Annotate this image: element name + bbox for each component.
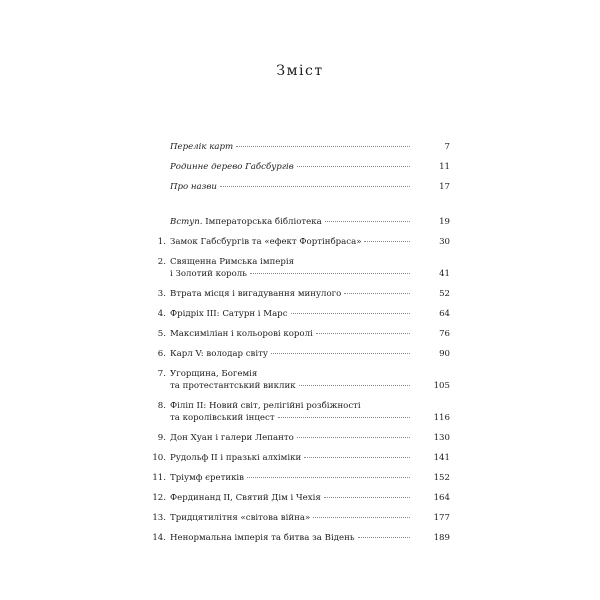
toc-entry-title: Фрідріх ІІІ: Сатурн і Марс: [170, 309, 288, 320]
toc-entry-title: Священна Римська імперія: [170, 257, 295, 268]
toc-entry-title: Тріумф єретиків: [170, 472, 245, 483]
chapter-number: 13.: [152, 513, 166, 523]
toc-entry-title: Філіп ІІ: Новий світ, релігійні розбіжності: [170, 401, 361, 412]
dot-leader: [364, 241, 410, 242]
chapter-list: [150, 237, 450, 544]
toc-entry-chapter[interactable]: [150, 533, 450, 545]
dot-leader: [291, 313, 410, 314]
toc-page-number: 130: [433, 432, 450, 443]
table-of-contents: [150, 142, 450, 553]
toc-entry-title: Тридцятилітня «світова війна»: [170, 513, 311, 523]
toc-page-number: 164: [433, 492, 450, 503]
chapter-number: 11.: [152, 472, 166, 483]
intro-label: Вступ.: [170, 217, 203, 228]
toc-entry-title: Карл V: володар світу: [170, 349, 268, 360]
chapter-number: 14.: [152, 533, 166, 544]
toc-page-number: 7: [444, 142, 450, 152]
dot-leader: [316, 333, 410, 334]
toc-page-number: 105: [433, 380, 450, 391]
toc-entry-title: Замок Габсбургів та «ефект Фортінбраса»: [170, 237, 362, 248]
chapter-number: 5.: [157, 329, 166, 340]
dot-leader: [325, 221, 410, 222]
toc-entry-title: Фердинанд ІІ, Святий Дім і Чехія: [170, 492, 321, 503]
toc-page-number: 90: [439, 349, 450, 360]
dot-leader: [297, 437, 410, 438]
toc-page-number: 17: [439, 182, 450, 193]
toc-entry-title: Дон Хуан і галери Лепанто: [170, 432, 294, 443]
toc-entry-title: Родинне дерево Габсбургів: [170, 162, 294, 173]
dot-leader: [299, 385, 410, 386]
toc-entry-chapter[interactable]: [150, 349, 450, 361]
dot-leader: [271, 353, 410, 354]
toc-page-number: 11: [439, 162, 450, 173]
toc-page-number: 52: [439, 289, 450, 300]
toc-entry-family-tree[interactable]: [150, 162, 450, 174]
dot-leader: [250, 273, 410, 274]
dot-leader: [220, 186, 410, 187]
toc-page-number: 76: [439, 329, 450, 340]
toc-entry-chapter[interactable]: [150, 309, 450, 321]
chapter-number: 6.: [157, 349, 166, 360]
dot-leader: [304, 457, 410, 458]
toc-entry-intro[interactable]: [150, 217, 450, 229]
chapter-number: 3.: [157, 289, 166, 300]
chapter-number: 2.: [157, 257, 166, 268]
toc-entry-chapter[interactable]: [150, 289, 450, 301]
toc-page-number: 177: [433, 513, 450, 523]
toc-entry-chapter[interactable]: [150, 473, 450, 485]
toc-entry-title: і Золотий король: [170, 268, 247, 279]
toc-entry-title: Втрата місця і вигадування минулого: [170, 289, 342, 300]
dot-leader: [344, 293, 410, 294]
chapter-number: 9.: [157, 432, 166, 443]
chapter-number: 10.: [152, 452, 166, 463]
toc-page-number: 141: [433, 452, 450, 463]
chapter-number: 7.: [157, 369, 166, 380]
toc-page-number: 30: [439, 237, 450, 248]
toc-entry-title: Угорщина, Богемія: [170, 369, 258, 380]
toc-entry-chapter[interactable]: [150, 513, 450, 525]
toc-entry-title: та королівський інцест: [170, 412, 275, 423]
toc-entry-title: Імператорська бібліотека: [202, 217, 322, 228]
toc-entry-title: Про назви: [170, 182, 217, 193]
toc-entry-chapter[interactable]: [150, 257, 450, 280]
chapter-number: 8.: [157, 401, 166, 412]
toc-entry-title: Рудольф ІІ і празькі алхіміки: [170, 452, 302, 463]
toc-entry-title: Максиміліан і кольорові королі: [170, 329, 313, 340]
chapter-number: 12.: [152, 492, 166, 503]
toc-entry-chapter[interactable]: [150, 433, 450, 445]
dot-leader: [324, 497, 410, 498]
toc-page-number: 41: [439, 268, 450, 279]
dot-leader: [358, 537, 410, 538]
dot-leader: [247, 477, 410, 478]
toc-entry-names[interactable]: [150, 182, 450, 194]
toc-entry-maps[interactable]: [150, 142, 450, 154]
toc-page-number: 19: [439, 217, 450, 228]
toc-entry-chapter[interactable]: [150, 453, 450, 465]
toc-entry-chapter[interactable]: [150, 369, 450, 392]
toc-page-number: 116: [433, 412, 450, 423]
dot-leader: [297, 166, 410, 167]
toc-entry-chapter[interactable]: [150, 401, 450, 424]
toc-page-number: 189: [433, 533, 450, 544]
toc-entry-title: Ненормальна імперія та битва за Відень: [170, 533, 355, 544]
chapter-number: 4.: [157, 309, 166, 320]
toc-page-number: 64: [439, 309, 450, 320]
chapter-number: 1.: [157, 237, 166, 248]
toc-entry-chapter[interactable]: [150, 493, 450, 505]
toc-entry-title: та протестантський виклик: [170, 380, 296, 391]
toc-entry-chapter[interactable]: [150, 329, 450, 341]
page-title: Зміст: [276, 63, 324, 79]
dot-leader: [278, 417, 410, 418]
dot-leader: [313, 517, 410, 518]
toc-entry-title: Перелік карт: [170, 142, 234, 152]
toc-entry-chapter[interactable]: [150, 237, 450, 249]
toc-page-number: 152: [433, 472, 450, 483]
dot-leader: [236, 146, 410, 147]
